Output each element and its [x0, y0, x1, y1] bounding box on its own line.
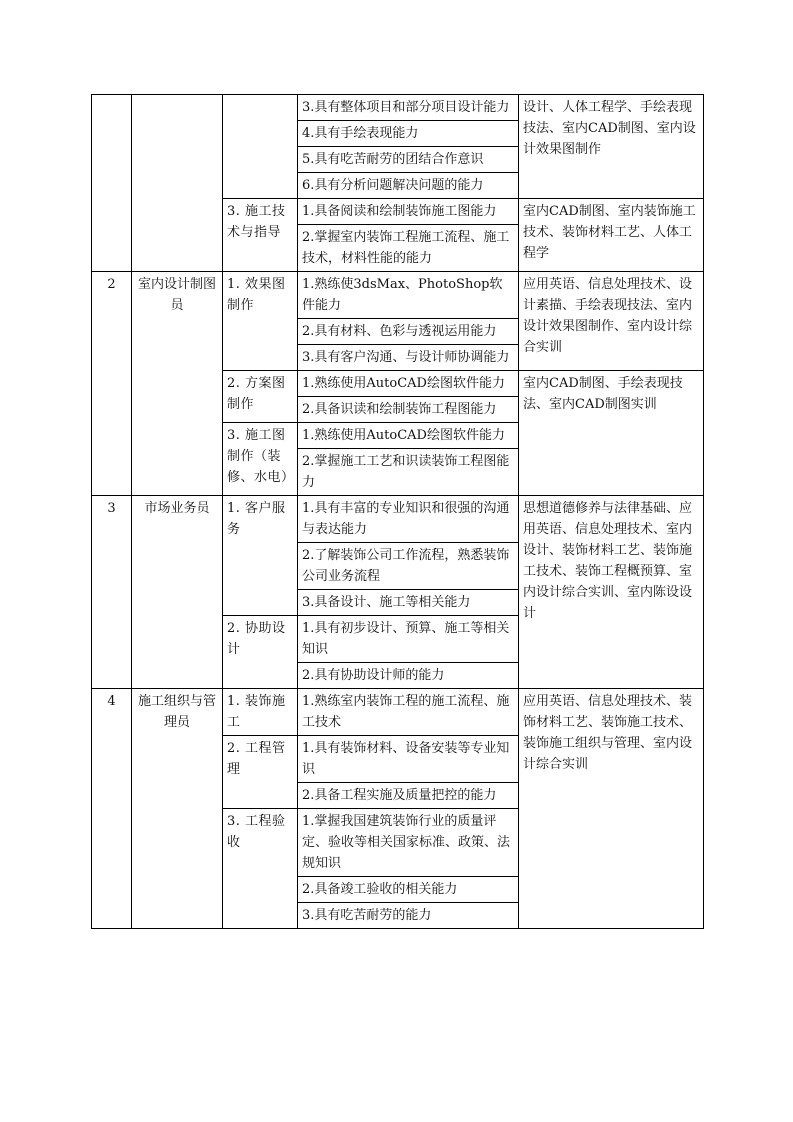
ability-item: 2.具备识读和绘制装饰工程图能力	[298, 397, 519, 423]
table-row	[92, 95, 704, 121]
ability-item: 1.具有装饰材料、设备安装等专业知识	[298, 736, 519, 783]
ability-item: 2.具有材料、色彩与透视运用能力	[298, 319, 519, 345]
ability-item: 4.具有手绘表现能力	[298, 121, 519, 147]
ability-item: 3.具有整体项目和部分项目设计能力	[298, 95, 519, 121]
task-name: 2. 工程管理	[223, 736, 298, 809]
task-name: 2. 协助设计	[223, 616, 298, 689]
task-name: 1. 客户服务	[223, 496, 298, 616]
task-name: 1. 效果图制作	[223, 272, 298, 371]
course-list: 应用英语、信息处理技术、设计素描、手绘表现技法、室内设计效果图制作、室内设计综合实训	[519, 272, 704, 371]
job-title: 市场业务员	[132, 496, 223, 689]
ability-item: 2.具备竣工验收的相关能力	[298, 877, 519, 903]
course-list: 设计、人体工程学、手绘表现技法、室内CAD制图、室内设计效果图制作	[519, 95, 704, 199]
course-list: 室内CAD制图、室内装饰施工技术、装饰材料工艺、人体工程学	[519, 199, 704, 272]
table-row	[92, 272, 704, 319]
ability-item: 1.掌握我国建筑装饰行业的质量评定、验收等相关国家标准、政策、法规知识	[298, 809, 519, 877]
curriculum-table	[91, 94, 704, 929]
job-title	[132, 95, 223, 272]
task-name: 2. 方案图制作	[223, 371, 298, 423]
ability-item: 6.具有分析问题解决问题的能力	[298, 173, 519, 199]
row-number: 2	[92, 272, 132, 496]
job-title: 室内设计制图员	[132, 272, 223, 496]
task-name	[223, 95, 298, 199]
course-list: 室内CAD制图、手绘表现技法、室内CAD制图实训	[519, 371, 704, 496]
ability-item: 5.具有吃苦耐劳的团结合作意识	[298, 147, 519, 173]
ability-item: 2.了解装饰公司工作流程，熟悉装饰公司业务流程	[298, 543, 519, 590]
ability-item: 3.具有吃苦耐劳的能力	[298, 903, 519, 929]
row-number: 4	[92, 689, 132, 929]
ability-item: 3.具有客户沟通、与设计师协调能力	[298, 345, 519, 371]
ability-item: 1.熟练使3dsMax、PhotoShop软件能力	[298, 272, 519, 319]
ability-item: 2.掌握施工工艺和识读装饰工程图能力	[298, 449, 519, 496]
ability-item: 2.具有协助设计师的能力	[298, 663, 519, 689]
task-name: 3. 施工技术与指导	[223, 199, 298, 272]
ability-item: 1.具备阅读和绘制装饰施工图能力	[298, 199, 519, 225]
row-number: 3	[92, 496, 132, 689]
ability-item: 1.熟练使用AutoCAD绘图软件能力	[298, 371, 519, 397]
ability-item: 1.熟练使用AutoCAD绘图软件能力	[298, 423, 519, 449]
row-number	[92, 95, 132, 272]
table-row	[92, 496, 704, 543]
course-list: 应用英语、信息处理技术、装饰材料工艺、装饰施工技术、装饰施工组织与管理、室内设计综合实训	[519, 689, 704, 929]
task-name: 3. 施工图制作（装修、水电）	[223, 423, 298, 496]
task-name: 1. 装饰施工	[223, 689, 298, 736]
ability-item: 3.具备设计、施工等相关能力	[298, 590, 519, 616]
ability-item: 1.具有初步设计、预算、施工等相关知识	[298, 616, 519, 663]
task-name: 3. 工程验收	[223, 809, 298, 929]
course-list: 思想道德修养与法律基础、应用英语、信息处理技术、室内设计、装饰材料工艺、装饰施工技术、装饰工程概预算、室内设计综合实训、室内陈设设计	[519, 496, 704, 689]
table-row	[92, 689, 704, 736]
ability-item: 2.具备工程实施及质量把控的能力	[298, 783, 519, 809]
ability-item: 1.具有丰富的专业知识和很强的沟通与表达能力	[298, 496, 519, 543]
job-title: 施工组织与管理员	[132, 689, 223, 929]
ability-item: 2.掌握室内装饰工程施工流程、施工技术，材料性能的能力	[298, 225, 519, 272]
ability-item: 1.熟练室内装饰工程的施工流程、施工技术	[298, 689, 519, 736]
